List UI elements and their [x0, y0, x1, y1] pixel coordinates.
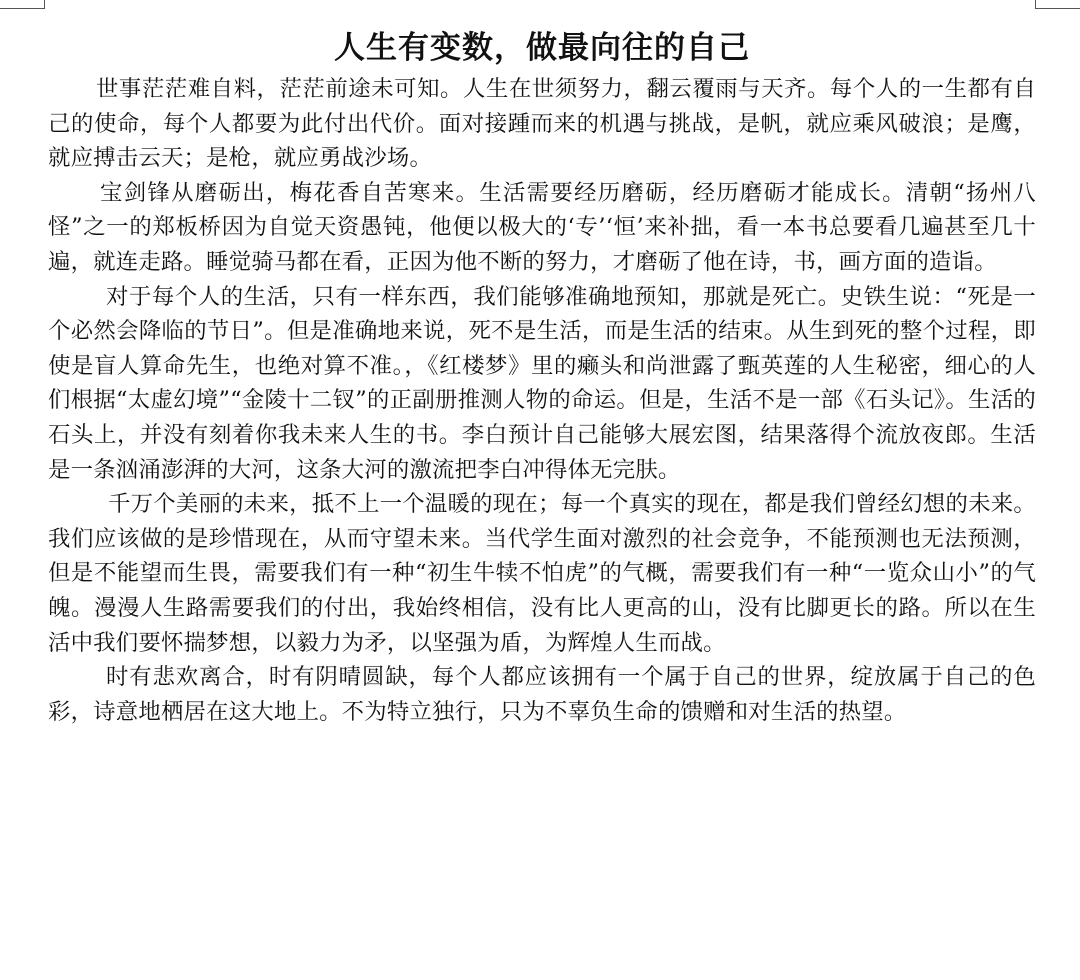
document-title: 人生有变数，做最向往的自己: [334, 30, 750, 66]
paragraph-5: 时有悲欢离合，时有阴晴圆缺，每个人都应该拥有一个属于自己的世界，绽放属于自己的色彩，诗意地栖居在这大地上。不为特立独行，只为不辜负生命的馈赠和对生活的热望。: [48, 664, 1036, 725]
paragraph-1: 世事茫茫难自料，茫茫前途未可知。人生在世须努力，翻云覆雨与天齐。每个人的一生都有自己的使命，每个人都要为此付出代价。面对接踵而来的机遇与挑战，是帆，就应乘风破浪；是鹰，就应搏击云天；是枪，就应勇战沙场。: [48, 76, 1036, 172]
paragraph-3: 对于每个人的生活，只有一样东西，我们能够准确地预知，那就是死亡。史铁生说：“死是一个必然会降临的节日”。但是准确地来说，死不是生活，而是生活的结束。从生到死的整个过程，即使是盲人算命先生，也绝对算不准。，《红楼梦》里的癞头和尚泄露了甄英莲的人生秘密，细心的人们根据“太虚幻境”“金陵十二钗”的正副册推测人物的命运。但是，生活不是一部《石头记》。生活的石头上，并没有刻着你我未来人生的书。李白预计自己能够大展宏图，结果落得个流放夜郎。生活是一条汹涌澎湃的大河，这条大河的激流把李白冲得体无完肤。: [48, 283, 1036, 483]
paragraph-2: 宝剑锋从磨砺出，梅花香自苦寒来。生活需要经历磨砺，经历磨砺才能成长。清朝“扬州八怪”之一的郑板桥因为自觉天资愚钝，他便以极大的‘专’‘恒’来补拙，看一本书总要看几遍甚至几十遍，就连走路。睡觉骑马都在看，正因为他不断的努力，才磨砺了他在诗，书，画方面的造诣。: [48, 179, 1036, 275]
document-page: [48, 26, 1036, 729]
crop-mark-top-left: [0, 0, 45, 9]
paragraph-4: 千万个美丽的未来，抵不上一个温暖的现在；每一个真实的现在，都是我们曾经幻想的未来。我们应该做的是珍惜现在，从而守望未来。当代学生面对激烈的社会竞争，不能预测也无法预测，但是不能望而生畏，需要我们有一种“初生牛犊不怕虎”的气概，需要我们有一种“一览众山小”的气魄。漫漫人生路需要我们的付出，我始终相信，没有比人更高的山，没有比脚更长的路。所以在生活中我们要怀揣梦想，以毅力为矛，以坚强为盾，为辉煌人生而战。: [48, 491, 1036, 656]
crop-mark-top-right: [1035, 0, 1080, 9]
